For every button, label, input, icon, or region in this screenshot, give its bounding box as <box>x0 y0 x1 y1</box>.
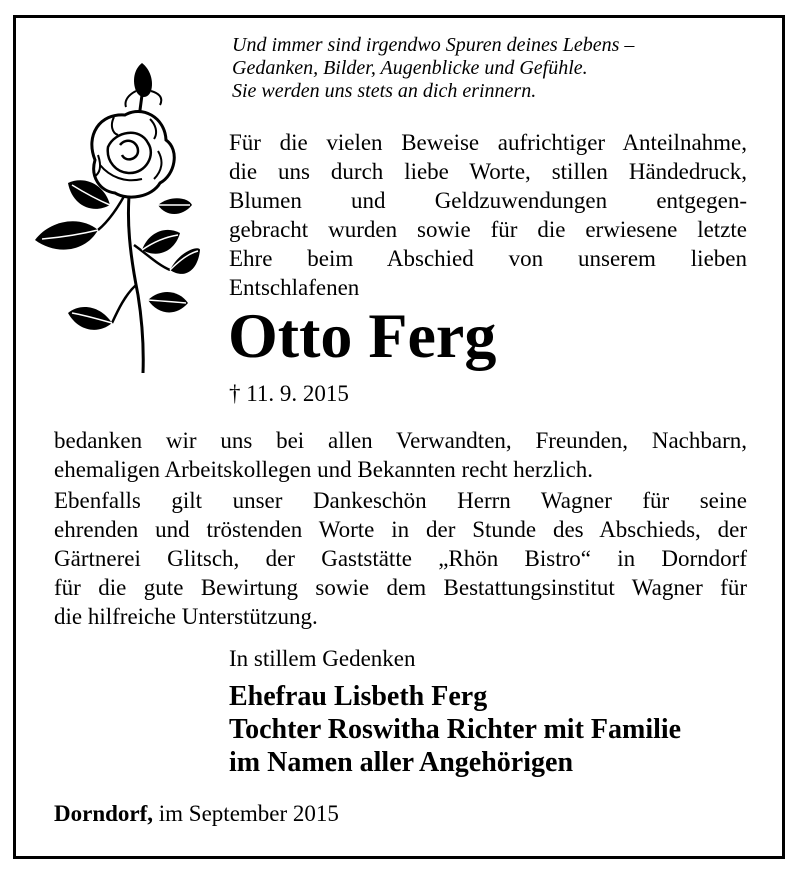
intro-line: die uns durch liebe Worte, stillen Händedruck, <box>229 159 747 184</box>
motto-line: Und immer sind irgendwo Spuren deines Lebens – <box>232 34 635 56</box>
intro-line: Blumen und Geldzuwendungen entgegen- <box>229 188 747 213</box>
deceased-name: Otto Ferg <box>228 300 497 371</box>
date-text: im September 2015 <box>153 801 339 826</box>
signer-line: Ehefrau Lisbeth Ferg <box>229 681 488 712</box>
additional-thanks-line: für die gute Bewirtung sowie dem Bestattungsinstitut Wagner für <box>54 575 747 600</box>
additional-thanks-line: ehrenden und tröstenden Worte in der Stunde des Abschieds, der <box>54 517 747 542</box>
motto-line: Sie werden uns stets an dich erinnern. <box>232 80 537 102</box>
additional-thanks-line: die hilfreiche Unterstützung. <box>54 604 318 629</box>
place-date-line <box>54 800 339 828</box>
thanks-line: bedanken wir uns bei allen Verwandten, Freunden, Nachbarn, <box>54 428 747 453</box>
signers-block <box>229 680 681 779</box>
motto-line: Gedanken, Bilder, Augenblicke und Gefühle. <box>232 57 588 79</box>
death-date: † 11. 9. 2015 <box>229 381 349 406</box>
rose-icon <box>30 55 205 375</box>
intro-line: Für die vielen Beweise aufrichtiger Anteilnahme, <box>229 130 747 155</box>
signer-line: im Namen aller Angehörigen <box>229 747 574 778</box>
thanks-paragraph <box>54 426 747 484</box>
thanks-line: ehemaligen Arbeitskollegen und Bekannten recht herzlich. <box>54 457 594 482</box>
intro-paragraph <box>229 128 747 302</box>
signer-line: Tochter Roswitha Richter mit Familie <box>229 714 682 745</box>
place-name: Dorndorf, <box>54 801 154 826</box>
additional-thanks-line: Ebenfalls gilt unser Dankeschön Herrn Wagner für seine <box>54 488 747 513</box>
additional-thanks-paragraph <box>54 486 747 631</box>
additional-thanks-line: Gärtnerei Glitsch, der Gaststätte „Rhön Bistro“ in Dorndorf <box>54 546 747 571</box>
intro-line: Ehre beim Abschied von unserem lieben <box>229 246 747 271</box>
intro-line: Entschlafenen <box>229 275 360 300</box>
motto-verse <box>232 34 752 103</box>
intro-line: gebracht wurden sowie für die erwiesene letzte <box>229 217 747 242</box>
closing-greeting: In stillem Gedenken <box>229 646 416 671</box>
